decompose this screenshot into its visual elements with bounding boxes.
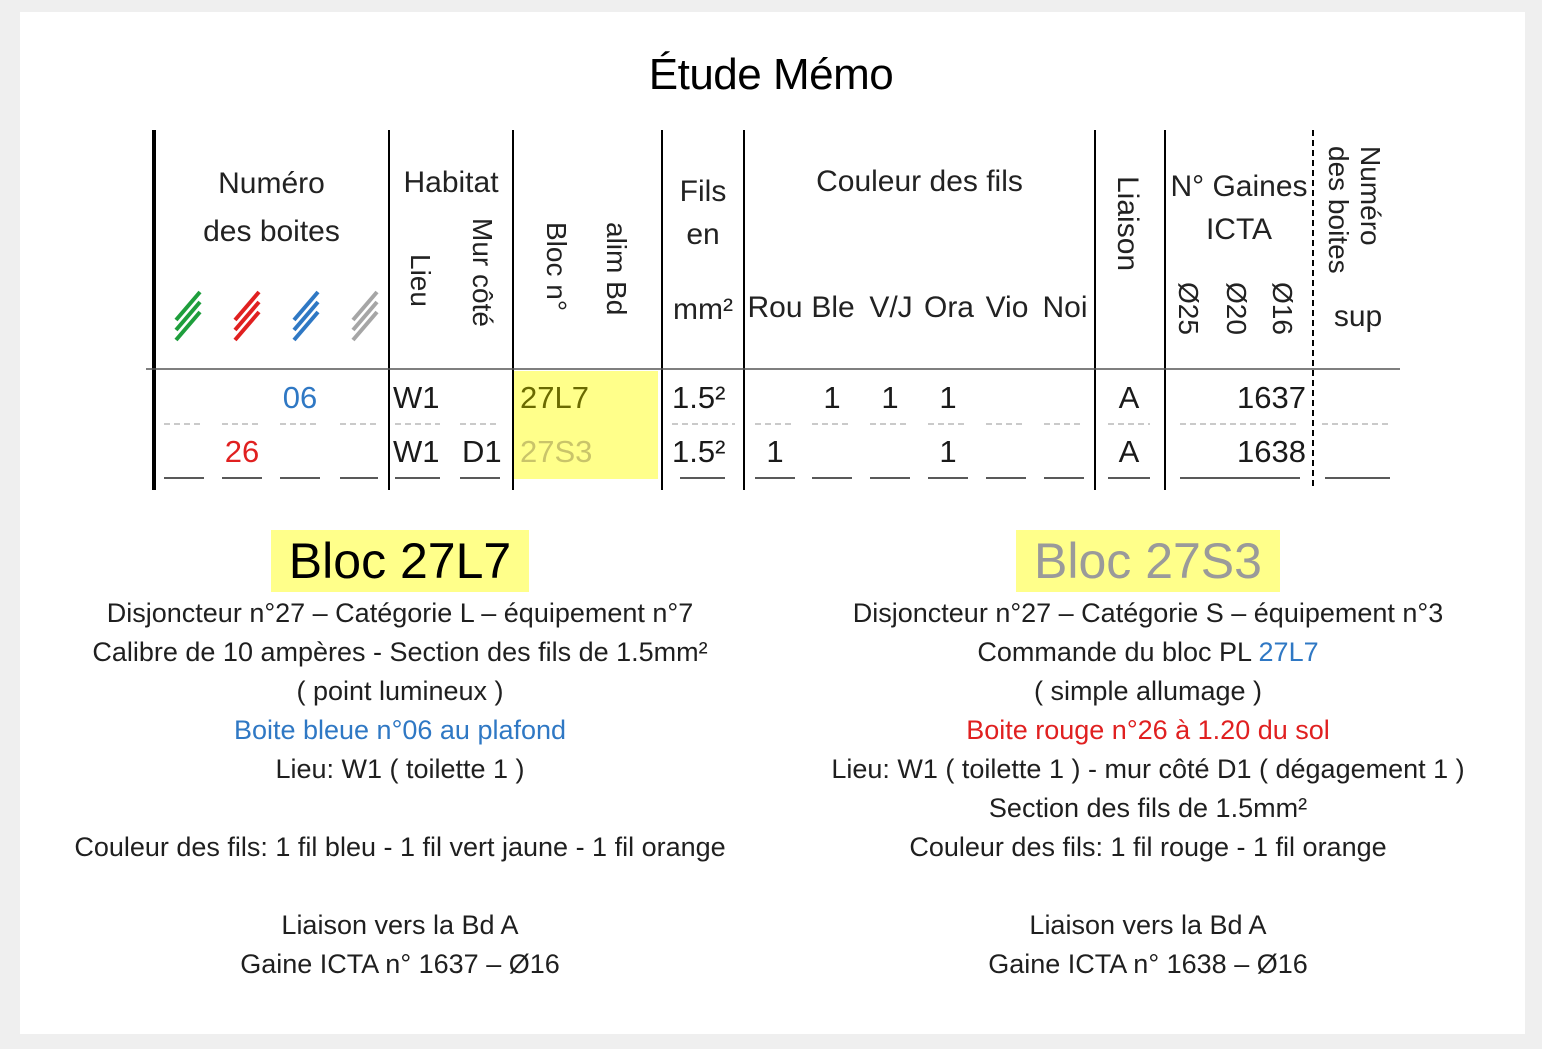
header-numero-boites: Numéro des boites [203, 167, 340, 248]
bloc-27s3-title: Bloc 27S3 [1016, 530, 1280, 592]
row1-color-ble: 1 [823, 380, 841, 415]
header-color-rou: Rou [747, 291, 803, 324]
header-bloc-n: Bloc n° [541, 222, 572, 312]
bloc-27s3-line9: Gaine ICTA n° 1638 – Ø16 [988, 949, 1308, 979]
row1-color-vj: 1 [881, 380, 899, 415]
bloc-27s3-line4: Boite rouge n°26 à 1.20 du sol [966, 715, 1330, 745]
row2-color-ora: 1 [939, 434, 957, 469]
bloc-27l7-line7: Liaison vers la Bd A [281, 910, 519, 940]
row2-box-number: 26 [224, 434, 260, 469]
bloc-27s3-line8: Liaison vers la Bd A [1029, 910, 1267, 940]
bloc-27s3-line3: ( simple allumage ) [1033, 676, 1263, 706]
header-fils: Fils en mm² [673, 175, 733, 326]
row1-box-number: 06 [282, 380, 318, 415]
bloc-27l7-line6: Couleur des fils: 1 fil bleu - 1 fil vert jaune - 1 fil orange [74, 832, 726, 862]
header-color-noi: Noi [1042, 291, 1088, 324]
header-lieu: Lieu [405, 254, 436, 307]
bloc-27l7-line5: Lieu: W1 ( toilette 1 ) [275, 754, 525, 784]
row2-bloc: 27S3 [520, 434, 593, 469]
row2-color-rou: 1 [766, 434, 784, 469]
bloc-27l7-line3: ( point lumineux ) [296, 676, 504, 706]
bloc-27l7-line1: Disjoncteur n°27 – Catégorie L – équipement n°7 [106, 598, 694, 628]
header-alim-bd: alim Bd [601, 222, 632, 316]
header-couleur-fils: Couleur des fils [816, 165, 1023, 198]
bloc-27s3-line7: Couleur des fils: 1 fil rouge - 1 fil orange [909, 832, 1387, 862]
row2-mur: D1 [462, 434, 502, 469]
header-color-ble: Ble [811, 291, 855, 324]
header-diam-25: Ø25 [1173, 282, 1204, 335]
header-diam-16: Ø16 [1267, 282, 1298, 335]
row2-gaine: 1638 [1237, 434, 1306, 469]
bloc-27l7-section [20, 530, 780, 984]
row1-fils: 1.5² [672, 380, 726, 415]
bloc-27s3-link: 27L7 [1258, 637, 1319, 667]
header-color-vio: Vio [985, 291, 1029, 324]
page-title: Étude Mémo [648, 50, 894, 99]
header-color-ora: Ora [923, 291, 974, 324]
green-hatch-icon [176, 292, 200, 340]
row1-liaison: A [1118, 380, 1140, 415]
bloc-27l7-line4: Boite bleue n°06 au plafond [233, 715, 567, 745]
header-habitat: Habitat [403, 166, 499, 199]
bloc-27l7-title: Bloc 27L7 [271, 530, 529, 592]
row1-gaine: 1637 [1237, 380, 1306, 415]
bloc-27l7-line2: Calibre de 10 ampères - Section des fils de 1.5mm² [92, 637, 708, 667]
header-color-vj: V/J [869, 291, 913, 324]
row1-color-ora: 1 [939, 380, 957, 415]
blue-hatch-icon [294, 292, 318, 340]
row2-fils: 1.5² [672, 434, 726, 469]
red-hatch-icon [235, 292, 259, 340]
header-gaines: N° Gaines ICTA [1170, 170, 1308, 246]
header-liaison: Liaison [1111, 176, 1144, 272]
bloc-27s3-line2: Commande du bloc PL 27L7 [977, 637, 1319, 667]
bloc-27l7-line8: Gaine ICTA n° 1637 – Ø16 [240, 949, 560, 979]
grey-hatch-icon [353, 292, 377, 340]
row2-liaison: A [1118, 434, 1140, 469]
header-diam-20: Ø20 [1221, 282, 1252, 335]
row2-lieu: W1 [393, 434, 440, 469]
bloc-27s3-line6: Section des fils de 1.5mm² [988, 793, 1308, 823]
row1-bloc: 27L7 [520, 380, 589, 415]
header-numero-sup: Numéro des boites [1323, 146, 1386, 274]
bloc-27s3-section [778, 530, 1518, 984]
row1-lieu: W1 [393, 380, 440, 415]
bloc-27s3-line5: Lieu: W1 ( toilette 1 ) - mur côté D1 ( dégagement 1 ) [831, 754, 1465, 784]
header-mur-cote: Mur côté [467, 218, 498, 327]
header-sup: sup [1333, 300, 1383, 333]
bloc-27s3-line1: Disjoncteur n°27 – Catégorie S – équipement n°3 [852, 598, 1444, 628]
